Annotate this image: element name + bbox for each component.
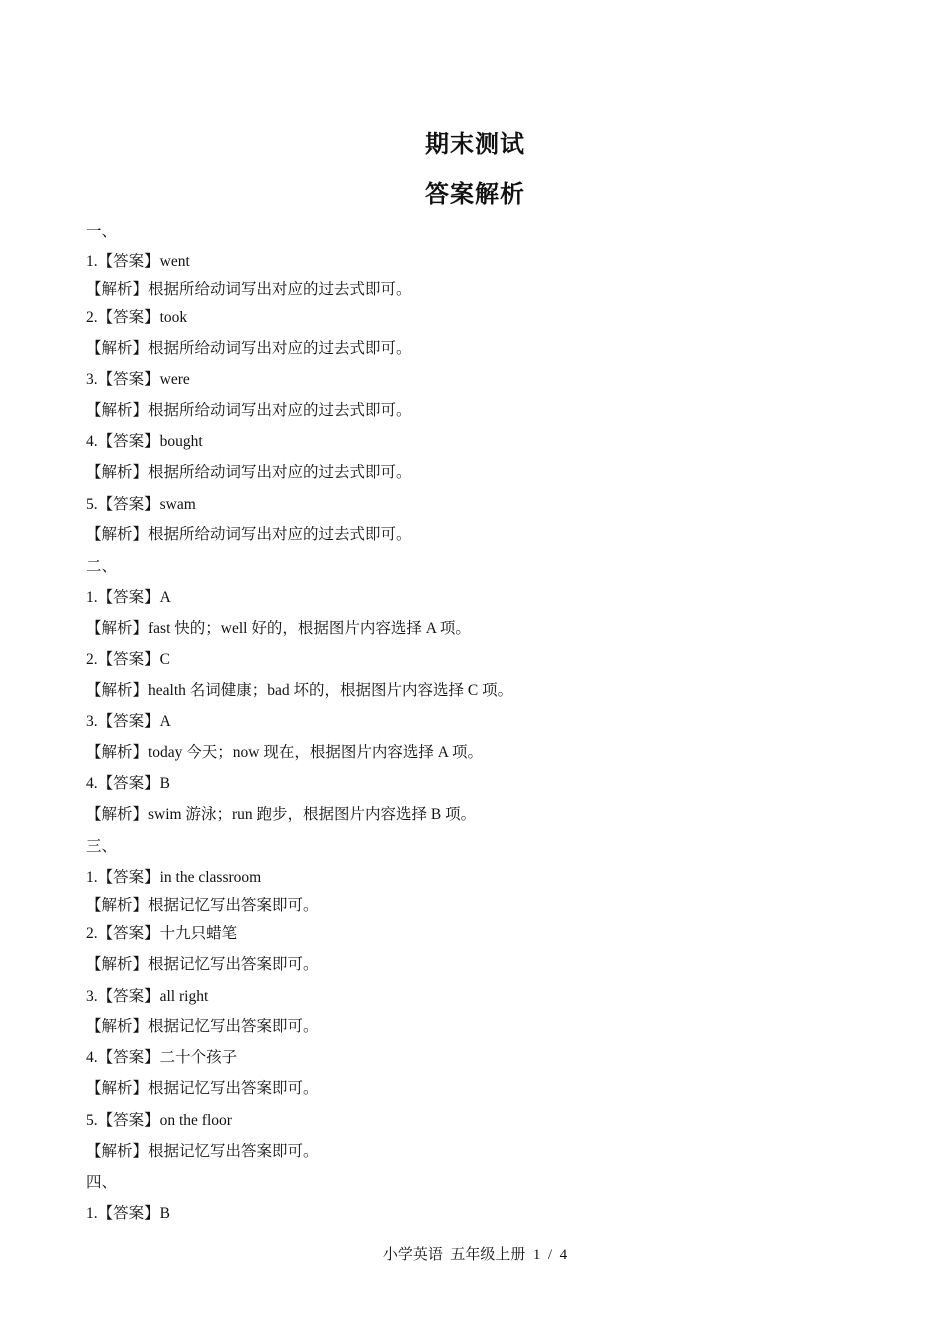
answer-line: 2.【答案】took	[86, 309, 188, 326]
answer-line: 5.【答案】swam	[86, 496, 196, 513]
analysis-line: 【解析】fast 快的；well 好的，根据图片内容选择 A 项。	[86, 620, 471, 637]
analysis-line: 【解析】根据所给动词写出对应的过去式即可。	[86, 526, 412, 543]
analysis-line: 【解析】health 名词健康；bad 坏的，根据图片内容选择 C 项。	[86, 682, 514, 699]
answer-line: 3.【答案】were	[86, 371, 190, 388]
answer-line: 1.【答案】A	[86, 589, 171, 606]
analysis-line: 【解析】swim 游泳；run 跑步，根据图片内容选择 B 项。	[86, 806, 477, 823]
answer-line: 1.【答案】went	[86, 253, 190, 270]
page-subtitle: 答案解析	[425, 180, 525, 208]
answer-line: 4.【答案】bought	[86, 433, 203, 450]
analysis-line: 【解析】today 今天；now 现在，根据图片内容选择 A 项。	[86, 744, 483, 761]
answer-line: 1.【答案】B	[86, 1205, 170, 1222]
answer-line: 3.【答案】A	[86, 713, 171, 730]
analysis-line: 【解析】根据所给动词写出对应的过去式即可。	[86, 402, 412, 419]
page-footer: 小学英语 五年级上册 1 / 4	[382, 1247, 568, 1263]
section-heading: 一、	[86, 223, 118, 240]
analysis-line: 【解析】根据记忆写出答案即可。	[86, 956, 319, 973]
answer-line: 2.【答案】C	[86, 651, 170, 668]
answer-line: 4.【答案】二十个孩子	[86, 1049, 238, 1066]
answer-line: 4.【答案】B	[86, 775, 170, 792]
analysis-line: 【解析】根据所给动词写出对应的过去式即可。	[86, 281, 412, 298]
answer-line: 3.【答案】all right	[86, 988, 209, 1005]
analysis-line: 【解析】根据记忆写出答案即可。	[86, 1018, 319, 1035]
page-title: 期末测试	[425, 130, 525, 158]
analysis-line: 【解析】根据记忆写出答案即可。	[86, 897, 319, 914]
answer-line: 5.【答案】on the floor	[86, 1112, 232, 1129]
analysis-line: 【解析】根据所给动词写出对应的过去式即可。	[86, 464, 412, 481]
analysis-line: 【解析】根据记忆写出答案即可。	[86, 1143, 319, 1160]
analysis-line: 【解析】根据记忆写出答案即可。	[86, 1080, 319, 1097]
answer-line: 1.【答案】in the classroom	[86, 869, 262, 886]
section-heading: 二、	[86, 558, 118, 575]
section-heading: 四、	[86, 1174, 118, 1191]
section-heading: 三、	[86, 838, 118, 855]
analysis-line: 【解析】根据所给动词写出对应的过去式即可。	[86, 340, 412, 357]
answer-line: 2.【答案】十九只蜡笔	[86, 925, 238, 942]
